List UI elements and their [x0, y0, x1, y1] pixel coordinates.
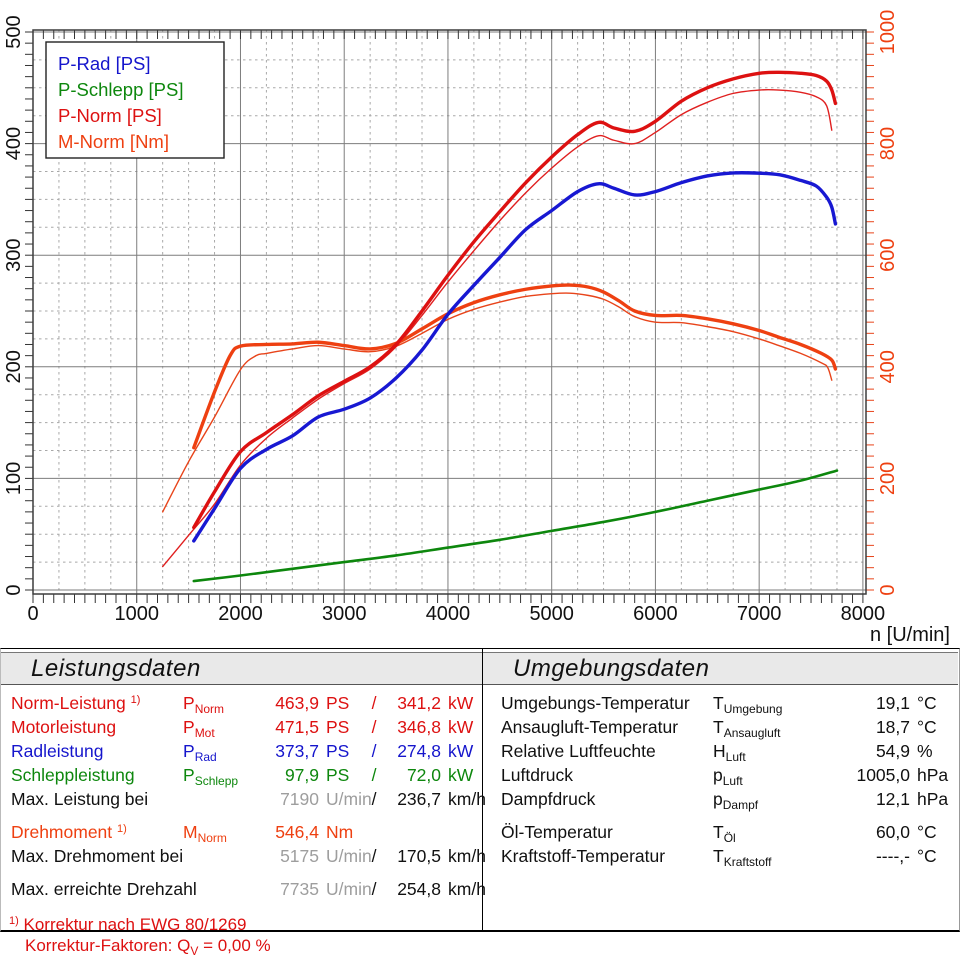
value: ----,-	[875, 846, 910, 866]
table-row-max-leistung-bei	[1, 789, 486, 813]
unit-kw: kW	[448, 693, 474, 713]
unit-speed: km/h	[448, 789, 486, 809]
x-axis-tick-label: 4000	[425, 603, 471, 625]
value-speed: 236,7	[397, 789, 441, 809]
x-axis-tick-label: 2000	[218, 603, 263, 625]
value-rpm: 5175	[280, 846, 319, 866]
unit-nm: Nm	[326, 822, 354, 842]
table-row-norm-leistung	[1, 693, 482, 717]
value-kw: 72,0	[406, 765, 441, 785]
row-label: Umgebungs-Temperatur	[501, 693, 690, 713]
legend-item-m-norm: M-Norm [Nm]	[58, 131, 169, 152]
value-rpm: 7735	[280, 879, 319, 899]
legend-item-p-norm: P-Norm [PS]	[58, 105, 162, 126]
value-rpm: 7190	[280, 789, 319, 809]
value: 19,1	[875, 693, 910, 713]
footnote-line2: Korrektur-Faktoren: Q	[25, 936, 191, 955]
value-ps: 97,9	[284, 765, 319, 785]
table-row-luftdruck	[483, 765, 958, 789]
unit: °C	[917, 846, 937, 866]
footnote-marker: 1)	[130, 694, 141, 706]
value-speed: 254,8	[397, 879, 441, 899]
table-row-ansaugluft-temperatur	[483, 717, 958, 741]
table-row-oel-temperatur	[483, 822, 958, 846]
x-axis-title: n [U/min]	[869, 624, 950, 646]
left-axis-tick-label: 0	[3, 584, 25, 596]
row-symbol: $p_{Luft}$	[713, 765, 743, 788]
unit: °C	[917, 822, 937, 842]
table-row-luftfeuchte	[483, 741, 958, 765]
row-symbol: $P_{Mot}$	[183, 717, 215, 740]
left-axis-tick-label: 300	[3, 238, 25, 272]
row-label: Motorleistung	[11, 717, 117, 737]
x-axis-tick-label: 5000	[529, 603, 574, 625]
unit: °C	[917, 717, 937, 737]
right-axis-tick-label: 400	[877, 350, 899, 384]
unit-speed: km/h	[448, 846, 486, 866]
table-row-max-drehmoment-bei	[1, 846, 486, 870]
left-axis-tick-label: 100	[3, 461, 25, 496]
row-label: Max. erreichte Drehzahl	[11, 879, 197, 899]
value-ps: 471,5	[275, 717, 319, 737]
left-axis-tick-label: 200	[3, 350, 25, 384]
slash: /	[371, 741, 377, 761]
right-axis-tick-label: 800	[877, 126, 899, 161]
umgebungsdaten-title: Umgebungsdaten	[513, 654, 710, 682]
table-row-kraftstoff-temperatur	[483, 846, 958, 870]
row-label: Schleppleistung	[11, 765, 135, 785]
slash: /	[371, 789, 377, 809]
row-label: Kraftstoff-Temperatur	[501, 846, 666, 866]
x-axis-tick-label: 8000	[840, 603, 886, 625]
leistungsdaten-panel	[1, 649, 486, 958]
row-label: Max. Leistung bei	[11, 789, 149, 809]
unit-kw: kW	[448, 765, 474, 785]
value-nm: 546,4	[275, 822, 319, 842]
leistungsdaten-header-bar	[1, 652, 482, 685]
value-kw: 274,8	[397, 741, 441, 761]
row-symbol: $p_{Dampf}$	[713, 789, 759, 812]
row-label: Relative Luftfeuchte	[501, 741, 656, 761]
slash: /	[371, 879, 377, 899]
value-ps: 463,9	[275, 693, 319, 713]
correction-footnote: $^{1)}$ Korrektur nach EWG 80/1269 Korrektur-Faktoren: $Q_V = 0,00$ %	[9, 915, 271, 958]
unit-rpm: U/min	[326, 879, 372, 899]
right-axis-tick-label: 1000	[877, 9, 899, 55]
table-row-dampfdruck	[483, 789, 958, 813]
value-ps: 373,7	[275, 741, 319, 761]
unit-ps: PS	[326, 717, 350, 737]
slash: /	[371, 846, 377, 866]
leistungsdaten-title: Leistungsdaten	[31, 654, 201, 682]
legend-item-p-schlepp: P-Schlepp [PS]	[58, 79, 184, 100]
unit-rpm: U/min	[326, 846, 372, 866]
row-symbol: $T_{Umgebung}$	[713, 693, 783, 716]
footnote-marker: 1)	[117, 823, 127, 835]
x-axis-tick-label: 7000	[736, 603, 782, 625]
x-axis-tick-label: 3000	[321, 603, 367, 625]
unit: %	[917, 741, 933, 761]
right-axis-tick-label: 0	[877, 584, 899, 596]
left-axis-tick-label: 400	[3, 126, 25, 161]
value-speed: 170,5	[397, 846, 441, 866]
value: 54,9	[875, 741, 910, 761]
curve-p-norm	[194, 72, 836, 527]
row-symbol: $H_{Luft}$	[713, 741, 746, 764]
row-label: Norm-Leistung	[11, 693, 126, 713]
left-axis-tick-label: 500	[3, 15, 25, 49]
value: 60,0	[875, 822, 910, 842]
umgebungsdaten-panel	[483, 649, 958, 930]
table-row-drehmoment	[1, 822, 482, 846]
footnote-marker: 1)	[9, 915, 19, 927]
data-tables-section	[0, 648, 960, 958]
row-label: Radleistung	[11, 741, 104, 761]
unit: °C	[917, 693, 937, 713]
umgebungsdaten-header-bar	[483, 652, 958, 685]
unit-ps: PS	[326, 693, 350, 713]
curve-p-schlepp	[194, 471, 837, 581]
value: 12,1	[875, 789, 910, 809]
unit-ps: PS	[326, 741, 350, 761]
row-symbol: $P_{Rad}$	[183, 741, 217, 764]
row-label: Ansaugluft-Temperatur	[501, 717, 679, 737]
row-symbol: $P_{Schlepp}$	[183, 765, 239, 788]
unit: hPa	[917, 765, 949, 785]
unit-kw: kW	[448, 741, 474, 761]
unit-ps: PS	[326, 765, 350, 785]
x-axis-tick-label: 6000	[633, 603, 678, 625]
table-row-motorleistung	[1, 717, 482, 741]
curve-m-norm-run2	[163, 293, 832, 512]
row-symbol: $T_{Kraftstoff}$	[713, 846, 772, 869]
row-label: Luftdruck	[501, 765, 573, 785]
value: 1005,0	[856, 765, 910, 785]
row-label: Drehmoment	[11, 822, 113, 842]
table-row-radleistung	[1, 741, 482, 765]
unit-kw: kW	[448, 717, 474, 737]
value: 18,7	[875, 717, 910, 737]
table-row-schleppleistung	[1, 765, 482, 789]
right-axis-tick-label: 200	[877, 461, 899, 496]
legend-item-p-rad: P-Rad [PS]	[58, 53, 151, 74]
slash: /	[371, 765, 377, 785]
right-axis-tick-label: 600	[877, 238, 899, 272]
table-row-max-drehzahl	[1, 879, 486, 903]
footnote-line1: Korrektur nach EWG 80/1269	[23, 915, 247, 934]
unit: hPa	[917, 789, 949, 809]
row-label: Dampfdruck	[501, 789, 596, 809]
value-kw: 341,2	[397, 693, 441, 713]
table-row-umgebungs-temperatur	[483, 693, 958, 717]
unit-speed: km/h	[448, 879, 486, 899]
value-kw: 346,8	[397, 717, 441, 737]
row-symbol: $P_{Norm}$	[183, 693, 225, 716]
x-axis-tick-label: 0	[27, 603, 39, 625]
row-symbol: $T_{Ansaugluft}$	[713, 717, 781, 740]
umgebungsdaten-rows	[483, 685, 958, 870]
slash: /	[371, 717, 377, 737]
row-symbol: $M_{Norm}$	[183, 822, 227, 845]
row-label: Max. Drehmoment bei	[11, 846, 184, 866]
row-label: Öl-Temperatur	[501, 822, 613, 842]
x-axis-tick-label: 1000	[114, 603, 159, 625]
unit-rpm: U/min	[326, 789, 372, 809]
curve-p-rad	[194, 173, 836, 541]
row-symbol: $T_{Öl}$	[713, 822, 736, 845]
leistungsdaten-rows	[1, 685, 486, 903]
slash: /	[371, 693, 377, 713]
